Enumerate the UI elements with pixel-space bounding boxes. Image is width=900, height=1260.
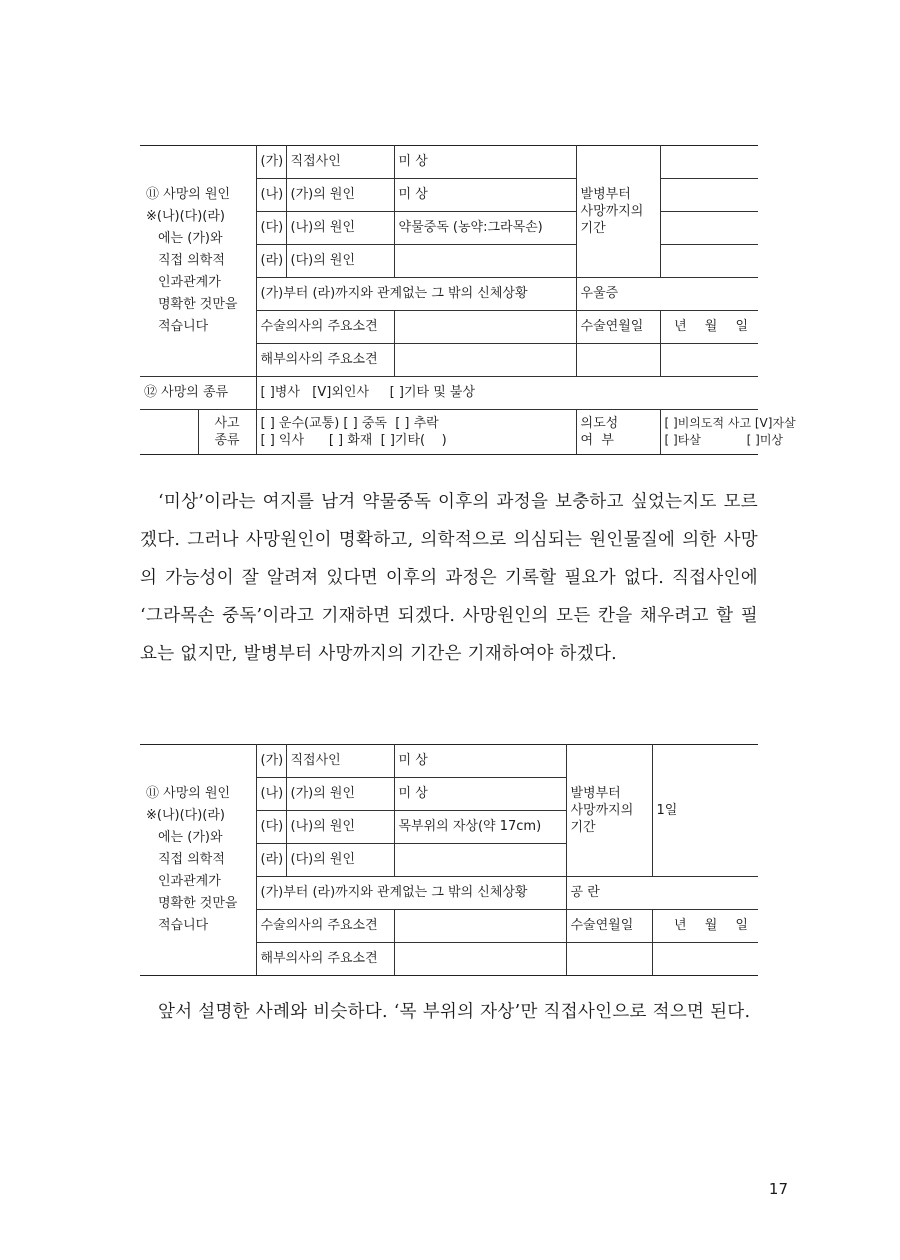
cause-header-line: 인과관계가 [158, 275, 221, 290]
cause-header-line: ⑪ 사망의 원인 [146, 786, 231, 801]
autopsy-findings-value [394, 344, 576, 377]
row-mark: (라) [256, 245, 286, 278]
accident-type-label: 사고 종류 [198, 410, 256, 455]
row-value: 약물중독 (농약:그라목손) [394, 212, 576, 245]
cause-header-line: 직접 의학적 [158, 852, 225, 867]
row-label: (나)의 원인 [286, 811, 394, 844]
surgeon-findings-label: 수술의사의 주요소견 [256, 910, 394, 943]
surgeon-findings-value [394, 311, 576, 344]
row-mark: (다) [256, 811, 286, 844]
cause-header-line: ※(나)(다)(라) [146, 808, 225, 823]
row-value [394, 844, 566, 877]
autopsy-findings-label: 해부의사의 주요소견 [256, 943, 394, 976]
duration-label: 발병부터 사망까지의 기간 [576, 146, 660, 278]
death-type-value: [ ]병사 [V]외인사 [ ]기타 및 불상 [256, 377, 758, 410]
intent-label: 의도성 여 부 [576, 410, 660, 455]
spacer-cell [140, 410, 198, 455]
cause-header-line: 적습니다 [158, 319, 209, 334]
surgeon-findings-label: 수술의사의 주요소견 [256, 311, 394, 344]
row-label: (가)의 원인 [286, 179, 394, 212]
empty-cell [566, 943, 652, 976]
row-value: 미 상 [394, 179, 576, 212]
accident-type-value: [ ] 운수(교통) [ ] 중독 [ ] 추락 [ ] 익사 [ ] 화재 [ ]기타( ) [256, 410, 576, 455]
surgery-date-value: 년 월 일 [660, 311, 758, 344]
autopsy-findings-value [394, 943, 566, 976]
row-value: 미 상 [394, 146, 576, 179]
row-label: 직접사인 [286, 745, 394, 778]
duration-label: 발병부터 사망까지의 기간 [566, 745, 652, 877]
duration-cell [660, 146, 758, 179]
cause-header-line: 직접 의학적 [158, 253, 225, 268]
duration-cell [660, 179, 758, 212]
paragraph-1: ‘미상’이라는 여지를 남겨 약물중독 이후의 과정을 보충하고 싶었는지도 모르겠다. 그러나 사망원인이 명확하고, 의학적으로 의심되는 원인물질에 의한 사망의 가능성이 잘 알려져 있다면 이후의 과정은 기록할 필요가 없다. 직접사인에 ‘그라목손 중독’이라고 기재하면 되겠다. 사망원인의 모든 칸을 채우려고 할 필요는 없지만, 발병부터 사망까지의 기간은 기재하여야 하겠다. [140, 492, 758, 664]
cause-header [140, 146, 256, 377]
cause-header-line: 적습니다 [158, 918, 209, 933]
death-cause-table-2 [140, 744, 758, 976]
autopsy-findings-label: 해부의사의 주요소견 [256, 344, 394, 377]
cause-header-line: ※(나)(다)(라) [146, 209, 225, 224]
row-value: 미 상 [394, 745, 566, 778]
surgery-date-value: 년 월 일 [652, 910, 758, 943]
duration-value: 1일 [652, 745, 758, 877]
duration-cell [660, 245, 758, 278]
surgery-date-label: 수술연월일 [576, 311, 660, 344]
intent-value: [ ]비의도적 사고 [V]자살 [ ]타살 [ ]미상 [660, 410, 758, 455]
row-label: 직접사인 [286, 146, 394, 179]
empty-cell [660, 344, 758, 377]
row-mark: (나) [256, 778, 286, 811]
row-value [394, 245, 576, 278]
cause-header-line: 명확한 것만을 [158, 896, 238, 911]
paragraph-2: 앞서 설명한 사례와 비슷하다. ‘목 부위의 자상’만 직접사인으로 적으면 된다. [158, 1002, 751, 1022]
other-condition-value: 우울증 [576, 278, 758, 311]
row-value: 목부위의 자상(약 17cm) [394, 811, 566, 844]
empty-cell [576, 344, 660, 377]
other-condition-label: (가)부터 (라)까지와 관계없는 그 밖의 신체상황 [256, 877, 566, 910]
duration-cell [660, 212, 758, 245]
row-mark: (가) [256, 745, 286, 778]
other-condition-label: (가)부터 (라)까지와 관계없는 그 밖의 신체상황 [256, 278, 576, 311]
death-type-label: ⑫ 사망의 종류 [140, 377, 256, 410]
row-mark: (가) [256, 146, 286, 179]
empty-cell [652, 943, 758, 976]
row-value: 미 상 [394, 778, 566, 811]
death-cause-table-1 [140, 145, 796, 455]
cause-header-line: 인과관계가 [158, 874, 221, 889]
row-mark: (라) [256, 844, 286, 877]
cause-header-line: 에는 (가)와 [158, 830, 223, 845]
surgeon-findings-value [394, 910, 566, 943]
cause-header [140, 745, 256, 976]
other-condition-value: 공 란 [566, 877, 758, 910]
cause-header-line: 명확한 것만을 [158, 297, 238, 312]
cause-header-line: ⑪ 사망의 원인 [146, 187, 231, 202]
page-number: 17 [768, 1180, 788, 1198]
row-label: (나)의 원인 [286, 212, 394, 245]
row-label: (다)의 원인 [286, 844, 394, 877]
row-label: (다)의 원인 [286, 245, 394, 278]
surgery-date-label: 수술연월일 [566, 910, 652, 943]
row-mark: (다) [256, 212, 286, 245]
row-mark: (나) [256, 179, 286, 212]
cause-header-line: 에는 (가)와 [158, 231, 223, 246]
row-label: (가)의 원인 [286, 778, 394, 811]
